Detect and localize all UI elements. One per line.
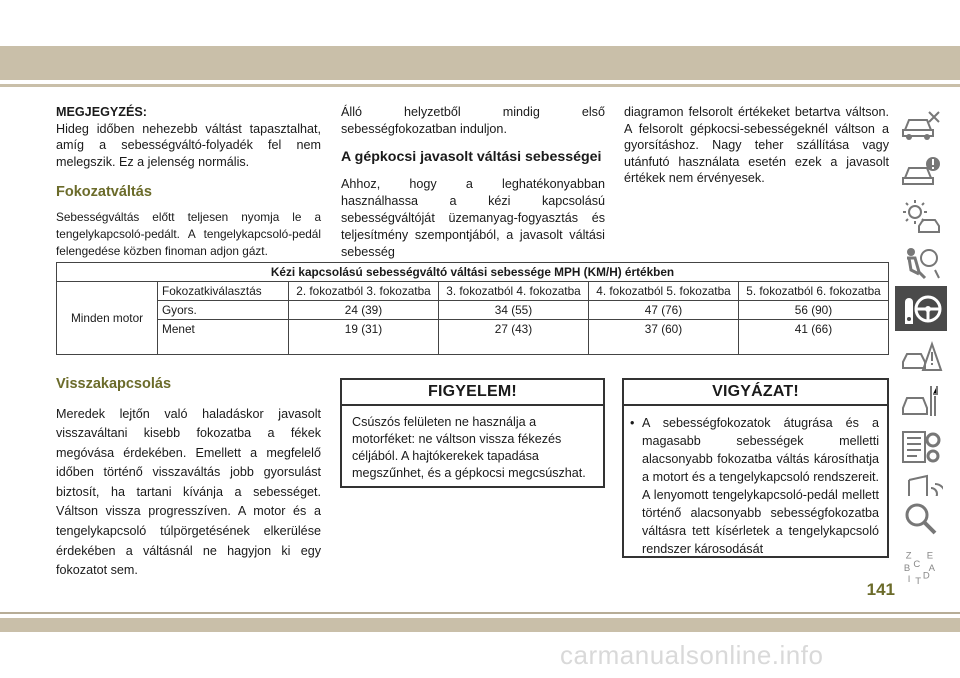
column-2 (341, 104, 605, 262)
tab-car-warning[interactable] (895, 148, 947, 193)
svg-text:D: D (922, 570, 930, 582)
tab-specifications[interactable] (895, 424, 947, 469)
table-cell: 27 (43) (439, 320, 589, 355)
steering-wheel-icon (899, 290, 943, 328)
svg-text:E: E (926, 550, 934, 562)
table-title: Kézi kapcsolású sebességváltó váltási sebessége MPH (KM/H) értékben (57, 263, 889, 282)
note-text: Hideg időben nehezebb váltást tapasztalhat, amíg a sebességváltó-folyadék fel nem melegszik. Ez a jelenség normális. (56, 121, 321, 169)
footer-band (0, 618, 960, 632)
caution-box (622, 378, 889, 558)
lights-icon (899, 198, 943, 236)
caution-text: A sebességfokozatok átugrása és a magasabb sebességek melletti alacsonyabb fokozatba váltás károsíthatja a motort és a tengelykapcsoló rendszereit. A lenyomott tengelykapcsoló-pedál mellett történő alacsonyabb sebességfokozatba váltásra tett kísérletek a tengelykapcsoló rendszer károsodását (642, 416, 879, 556)
column-header: 3. fokozatból 4. fokozatba (439, 282, 589, 301)
column-3 (624, 104, 889, 187)
page-number: 141 (866, 580, 895, 599)
note-heading: MEGJEGYZÉS: (56, 105, 147, 119)
recommended-heading: A gépkocsi javasolt váltási sebességei (341, 149, 602, 165)
svg-text:B: B (903, 562, 911, 574)
table-cell: 19 (31) (289, 320, 439, 355)
svg-text:I: I (907, 574, 911, 586)
column-header: 5. fokozatból 6. fokozatba (739, 282, 889, 301)
svg-text:C: C (913, 559, 921, 570)
bullet-glyph: • (630, 416, 635, 430)
downshift-text: Meredek lejtőn való haladáskor javasolt visszaváltani kisebb fokozatba a fékek megóvása érdekében. Emellett a megfelelő időben történő visszaváltás jobb gyorsulást biztosít, ha tartani kívánja a sebességet. Váltson vissza progresszíven. A motor és a tengelykapcsoló túlpörgetésének elkerülése érdekében a váltásnál ne hagyjon ki egy fokozatot sem. (56, 406, 321, 578)
table-cell: 56 (90) (739, 301, 889, 320)
start-first-gear-text: Álló helyzetből mindig első sebességfokozatban induljon. (341, 105, 605, 136)
row-label: Menet (158, 320, 289, 355)
car-warning-icon (899, 152, 943, 190)
svg-text:Z: Z (905, 550, 912, 562)
specifications-icon (899, 428, 943, 466)
table-cell: 41 (66) (739, 320, 889, 355)
row-label: Gyors. (158, 301, 289, 320)
tab-roadside-warning[interactable] (895, 332, 947, 377)
roadside-warning-icon (899, 336, 943, 374)
header-label-cell: Fokozatkiválasztás (158, 282, 289, 301)
warning-box (340, 378, 605, 488)
footer-rule (0, 612, 960, 614)
car-service-icon (899, 382, 943, 420)
downshift-heading: Visszakapcsolás (56, 376, 172, 392)
tab-airbag[interactable] (895, 240, 947, 285)
header-rule (0, 84, 960, 87)
column-header: 4. fokozatból 5. fokozatba (589, 282, 739, 301)
tab-index[interactable] (895, 543, 947, 591)
tab-car-service[interactable] (895, 378, 947, 423)
table-cell: 24 (39) (289, 301, 439, 320)
table-row (57, 320, 889, 355)
table-row (57, 301, 889, 320)
tab-car-info[interactable] (895, 102, 947, 147)
downshift-section (56, 376, 321, 581)
shifting-heading: Fokozatváltás (56, 184, 152, 200)
recommended-text-continued: diagramon felsorolt értékeket betartva váltson. A felsorolt gépkocsi-sebességeknél váltson a gyorsításhoz. Nagy teher szállítása vagy utánfutó használata esetén ezek a javasolt értékek nem érvényesek. (624, 105, 889, 185)
svg-text:A: A (928, 562, 935, 574)
svg-text:T: T (915, 576, 922, 586)
shift-speed-table (56, 262, 889, 355)
tab-steering-wheel[interactable] (895, 286, 947, 331)
watermark: carmanualsonline.info (560, 640, 824, 670)
tab-lights[interactable] (895, 194, 947, 239)
table-cell: 37 (60) (589, 320, 739, 355)
car-info-icon (899, 106, 943, 144)
warning-text: Csúszós felületen ne használja a motorféket: ne váltson vissza fékezés céljából. A hajtókerekek tapadása megszűnhet, és a gépkocsi megcsúszhat. (352, 415, 586, 480)
header-band (0, 46, 960, 80)
recommended-text: Ahhoz, hogy a leghatékonyabban használhassa a kézi kapcsolású sebességváltóját üzemanyag-fogyasztás és teljesítmény szempontjából, a javasolt váltási sebesség (341, 176, 605, 260)
engine-cell: Minden motor (57, 282, 158, 355)
warning-title: FIGYELEM! (342, 380, 603, 406)
caution-title: VIGYÁZAT! (624, 380, 887, 406)
search-icon (899, 500, 943, 538)
table-row (57, 282, 889, 301)
table-cell: 47 (76) (589, 301, 739, 320)
table-cell: 34 (55) (439, 301, 589, 320)
airbag-icon (899, 244, 943, 282)
column-header: 2. fokozatból 3. fokozatba (289, 282, 439, 301)
column-1 (56, 104, 321, 260)
tab-search[interactable] (895, 496, 947, 541)
index-icon (899, 548, 943, 586)
shifting-text: Sebességváltás előtt teljesen nyomja le a tengelykapcsoló-pedált. A tengelykapcsoló-pedál felengedése közben finoman adjon gázt. (56, 209, 321, 258)
